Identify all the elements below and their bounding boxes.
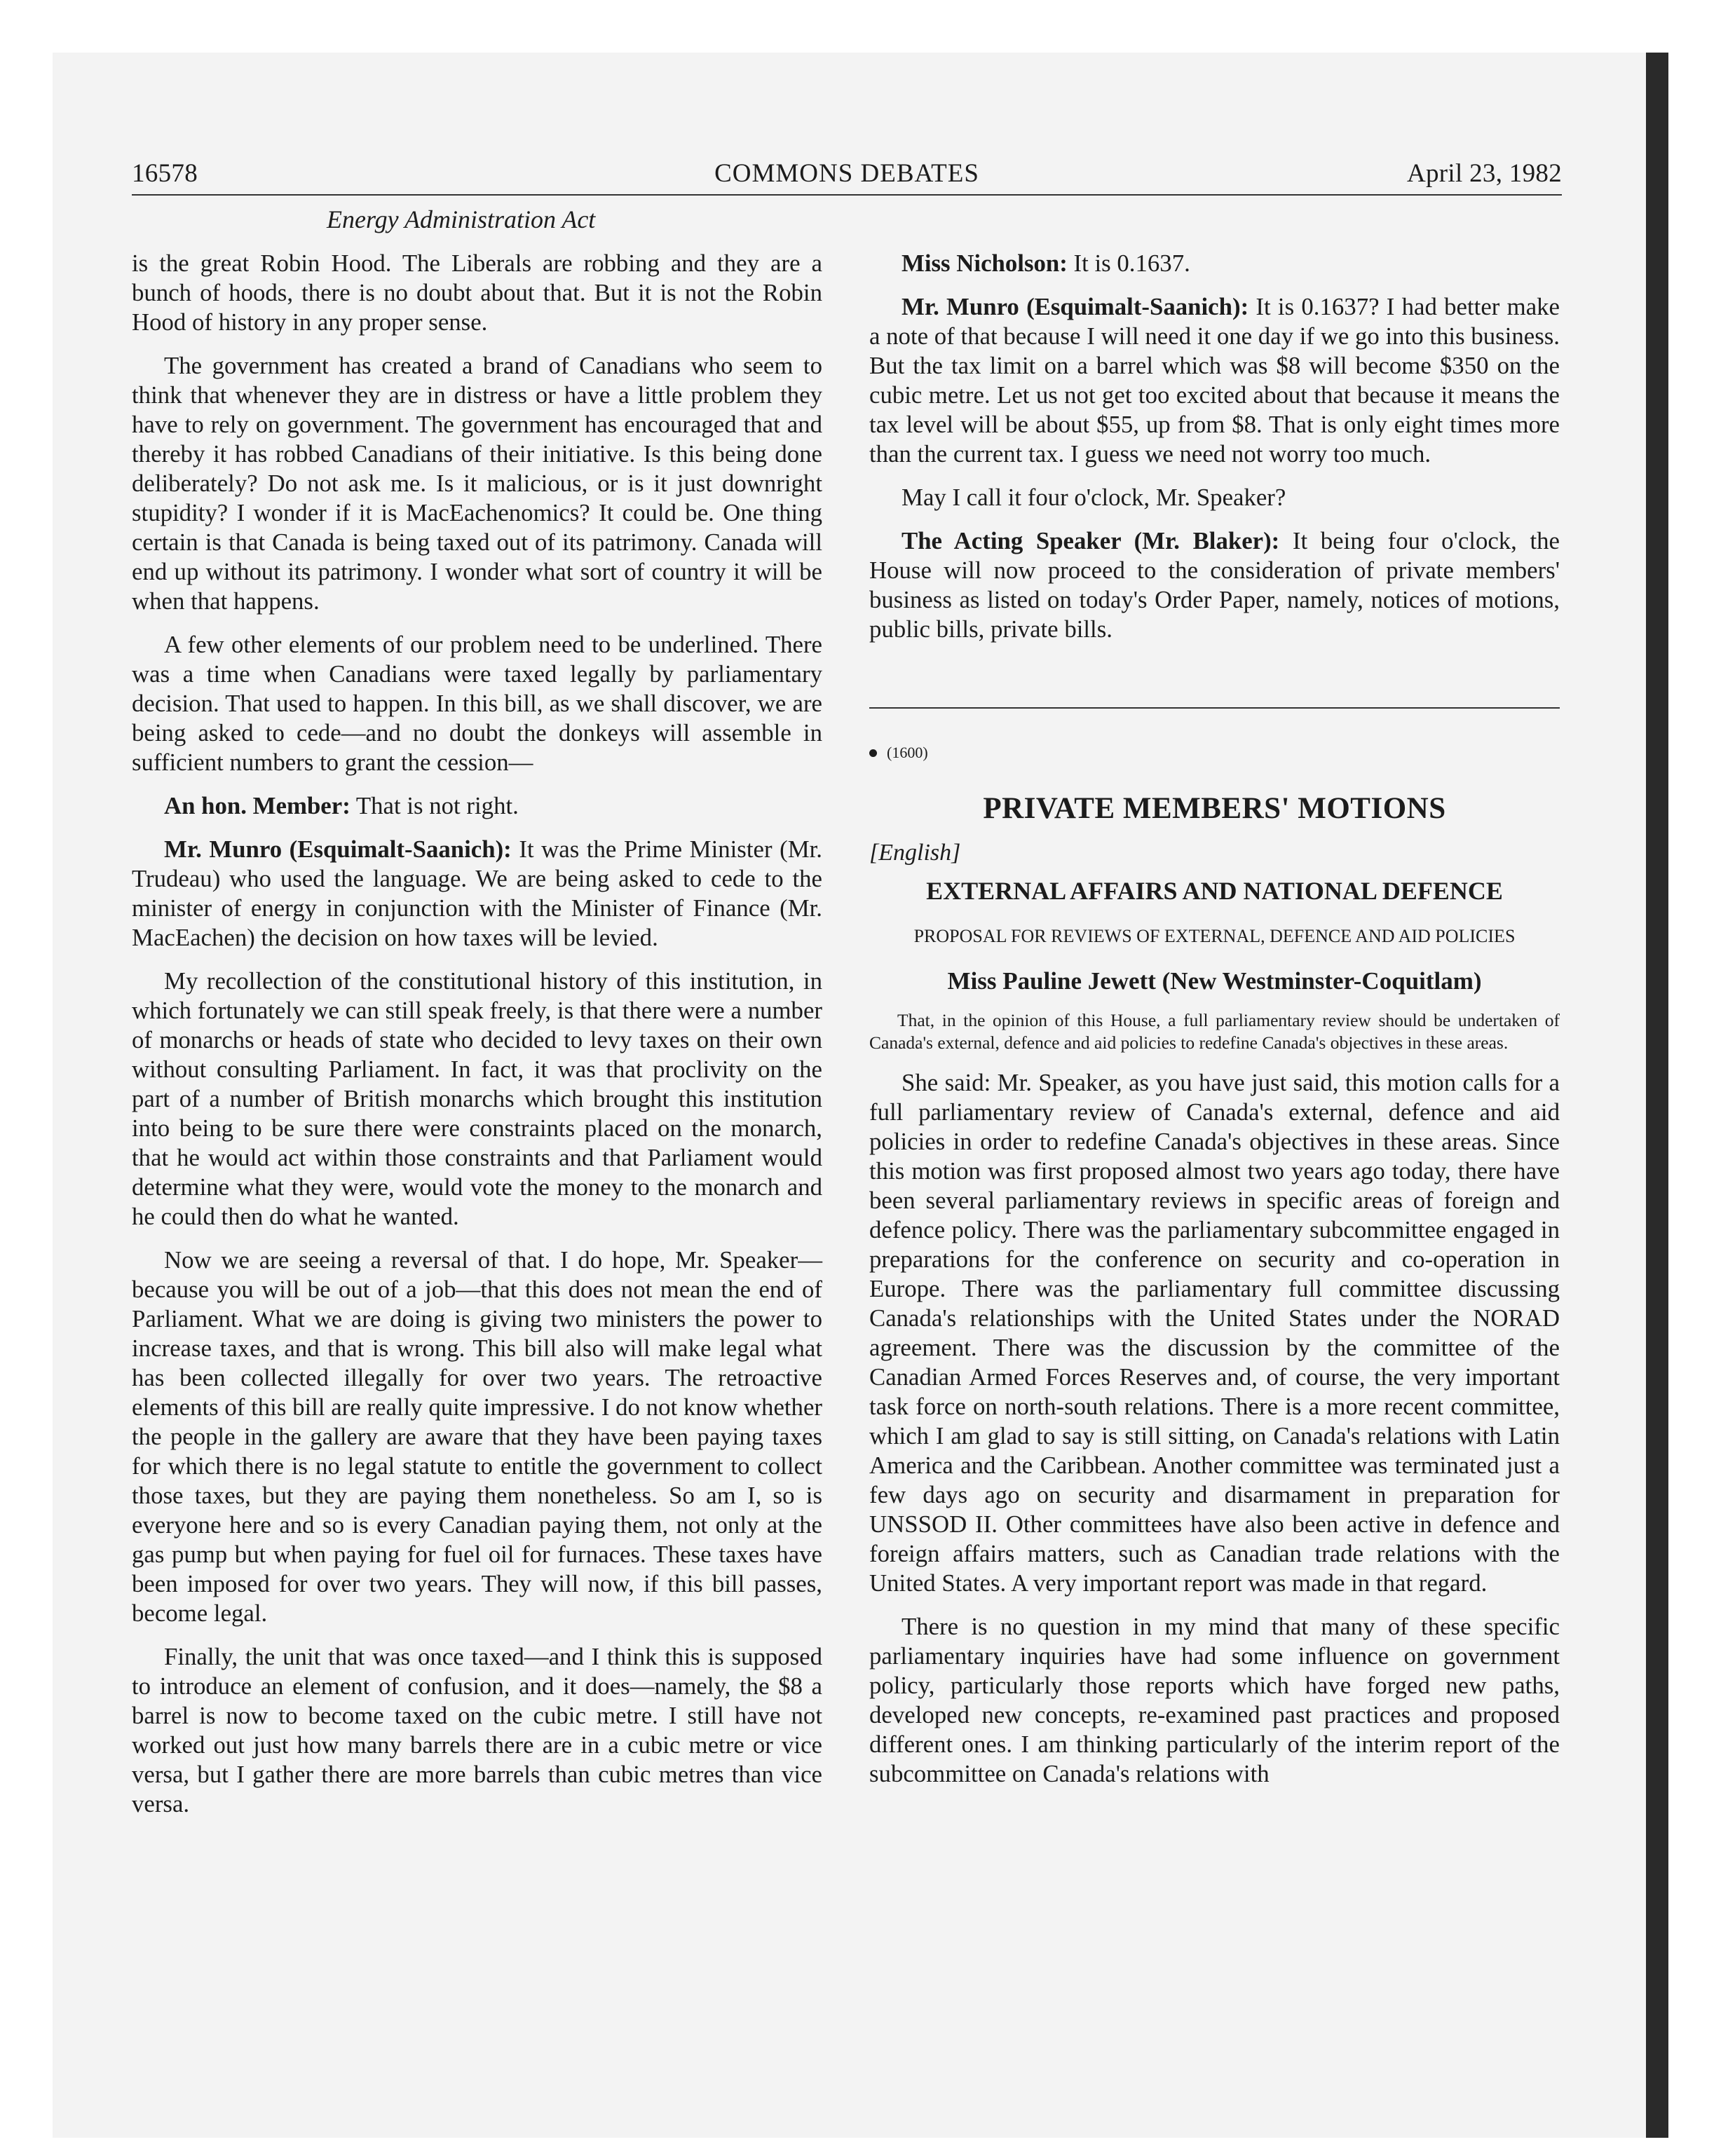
subject-heading: EXTERNAL AFFAIRS AND NATIONAL DEFENCE xyxy=(926,877,1503,905)
speech-text: It was the Prime Minister (Mr. Trudeau) who used the language. We are being asked to cede to the minister of energy in conjunction with the Minister of Finance (Mr. MacEachen) the decision on how taxes will be levied. xyxy=(132,835,823,951)
paragraph: The government has created a brand of Canadians who seem to think that whenever they are in distress or have a little problem they have to rely on government. The government has encouraged that and thereby it has robbed Canadians of their initiative. Is this being done deliberately? Do not ask me. Is it malicious, or is it just downright stupidity? I wonder if it is MacEachenomics? It could be. One thing certain is that Canada is being taxed out of its patrimony. Canada will end up without its patrimony. I wonder what sort of country it will be when that happens. xyxy=(132,352,822,615)
page-number: 16578 xyxy=(132,159,198,188)
speaker-name: Mr. Munro (Esquimalt-Saanich): xyxy=(164,835,512,863)
speech-paragraph xyxy=(132,791,822,821)
paragraph: She said: Mr. Speaker, as you have just said, this motion calls for a full parliamentary review of Canada's external, defence and aid policies in order to redefine Canada's objectives in these areas. Since this motion was first proposed almost two years ago today, there have been several parliamentary reviews in specific areas of foreign and defence policy. There was the parliamentary subcommittee engaged in preparations for the conference on security and co-operation in Europe. There was the parliamentary full committee discussing Canada's relationships with the United States under the NORAD agreement. There was the discussion by the committee of the Canadian Armed Forces Reserves and, of course, the very important task force on north-south relations. There is a more recent committee, which I am glad to say is still sitting, on Canada's relations with Latin America and the Caribbean. Another committee was terminated just a few days ago on security and disarmament in preparation for UNSSOD II. Other committees have also been active in defence and foreign affairs matters, such as Canadian trade relations with the United States. A very important report was made in that regard. xyxy=(869,1069,1560,1597)
header-rule xyxy=(132,194,1562,196)
speaker-name: Miss Nicholson: xyxy=(901,250,1068,277)
speech-paragraph xyxy=(869,292,1560,469)
speech-text: It is 0.1637. xyxy=(1073,250,1190,277)
speech-text: It being four o'clock, the House will now proceed to the consideration of private members' business as listed on today's Order Paper, namely, notices of motions, public bills, private bills. xyxy=(869,527,1560,643)
speech-paragraph xyxy=(869,526,1560,644)
paragraph: My recollection of the constitutional history of this institution, in which fortunately we can still speak freely, is that there were a number of monarchs or heads of state who decided to levy taxes on their own without consulting Parliament. In fact, it was that proclivity on the part of a number of British monarchs which brought this institution into being to be sure there were constraints placed on the monarch, that he would act within those constraints and that Parliament would determine what they were, would vote the money to the monarch and he could then do what he wanted. xyxy=(132,967,822,1230)
time-marker-text: (1600) xyxy=(887,744,928,761)
motion-text: That, in the opinion of this House, a full parliamentary review should be undertaken of Canada's external, defence and aid policies to redefine Canada's objectives in these areas. xyxy=(869,1010,1560,1053)
speaker-name: The Acting Speaker (Mr. Blaker): xyxy=(901,527,1280,554)
section-heading: PRIVATE MEMBERS' MOTIONS xyxy=(983,792,1446,825)
paragraph: is the great Robin Hood. The Liberals are robbing and they are a bunch of hoods, there is no doubt about that. But it is not the Robin Hood of history in any proper sense. xyxy=(132,250,822,336)
language-tag: [English] xyxy=(869,840,961,866)
proposal-heading: PROPOSAL FOR REVIEWS OF EXTERNAL, DEFENCE AND AID POLICIES xyxy=(913,926,1516,946)
speech-paragraph xyxy=(869,249,1560,278)
binding-edge xyxy=(1646,53,1668,2138)
speaker-name: An hon. Member: xyxy=(164,792,351,819)
paragraph: A few other elements of our problem need to be underlined. There was a time when Canadians were taxed legally by parliamentary decision. That used to happen. In this bill, as we shall discover, we are being asked to cede—and no doubt the donkeys will assemble in sufficient numbers to grant the cession— xyxy=(132,631,822,776)
speech-text: It is 0.1637? I had better make a note of that because I will need it one day if we go into this business. But the tax limit on a barrel which was $8 will become $350 on the cubic metre. Let us not get too excited about that because it means the tax level will be about $55, up from $8. That is only eight times more than the current tax. I guess we need not worry too much. xyxy=(869,293,1560,468)
paragraph: Finally, the unit that was once taxed—and I think this is supposed to introduce an element of confusion, and it does—namely, the $8 a barrel is now to become taxed on the cubic metre. I still have not worked out just how many barrels there are in a cubic metre or vice versa, but I gather there are more barrels than cubic metres than vice versa. xyxy=(132,1643,822,1817)
time-marker xyxy=(869,744,1560,762)
paragraph: Now we are seeing a reversal of that. I do hope, Mr. Speaker—because you will be out of a job—that this does not mean the end of Parliament. What we are doing is giving two ministers the power to increase taxes, and that is wrong. This bill also will make legal what has been collected illegally for over two years. The retroactive elements of this bill are really quite impressive. I do not know whether the people in the gallery are aware that they have been paying taxes for which there is no legal statute to entitle the government to collect those taxes, but they are paying them nonetheless. So am I, so is everyone here and so is every Canadian paying them, not only at the gas pump but when paying for fuel oil for furnaces. These taxes have been imposed for over two years. They will now, if this bill passes, become legal. xyxy=(132,1246,822,1627)
paragraph: May I call it four o'clock, Mr. Speaker? xyxy=(901,484,1286,511)
running-title: Energy Administration Act xyxy=(327,205,596,233)
mover-name: Miss Pauline Jewett (New Westminster-Coquitlam) xyxy=(947,967,1482,995)
left-column xyxy=(132,249,822,1819)
speaker-name: Mr. Munro (Esquimalt-Saanich): xyxy=(901,293,1249,320)
page-date: April 23, 1982 xyxy=(1406,159,1562,188)
bullet-icon xyxy=(869,749,877,757)
speech-paragraph xyxy=(132,835,822,953)
page-header xyxy=(132,158,1562,195)
paragraph: There is no question in my mind that many of these specific parliamentary inquiries have had some influence on government policy, particularly those reports which have forged new paths, developed new concepts, re-examined past practices and proposed different ones. I am thinking particularly of the interim report of the subcommittee on Canada's relations with xyxy=(869,1613,1560,1787)
publication-title: COMMONS DEBATES xyxy=(714,159,979,188)
speech-text: That is not right. xyxy=(355,792,519,819)
section-divider xyxy=(869,707,1560,709)
right-column xyxy=(869,249,1560,1789)
